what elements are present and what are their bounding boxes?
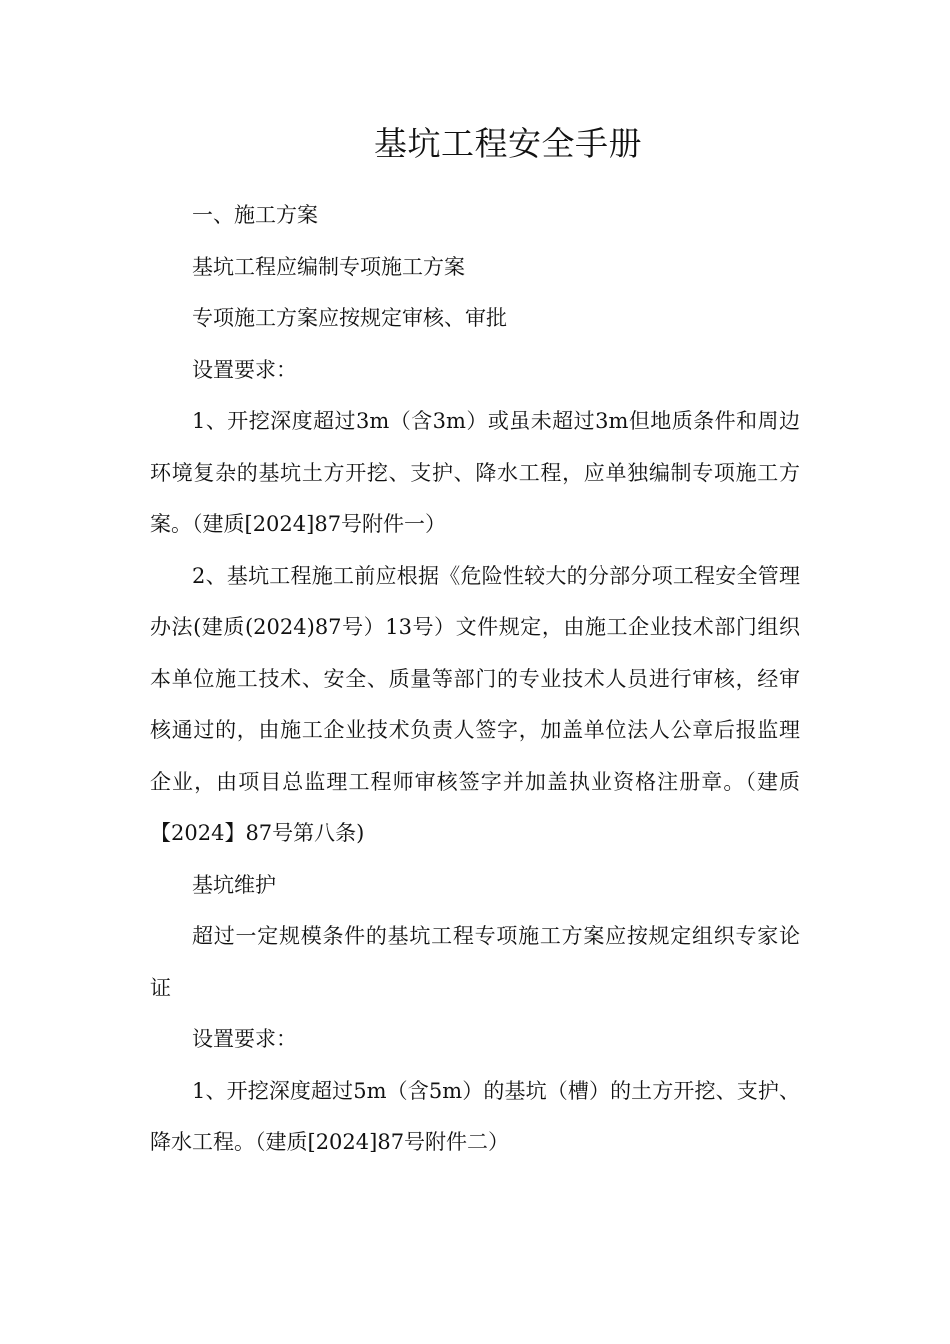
section-heading-construction-plan: 一、施工方案 [192,203,318,227]
paragraph: 超过一定规模条件的基坑工程专项施工方案应按规定组织专家论证 [150,924,800,1000]
document-title: 基坑工程安全手册 [374,124,642,163]
paragraph: 专项施工方案应按规定审核、审批 [192,306,507,330]
requirement-item-2: 2、基坑工程施工前应根据《危险性较大的分部分项工程安全管理办法(建质(2024)87号）13号）文件规定，由施工企业技术部门组织本单位施工技术、安全、质量等部门的专业技术人员进行审核，经审核通过的，由施工企业技术负责人签字，加盖单位法人公章后报监理企业，由项目总监理工程师审核签字并加盖执业资格注册章。（建质【2024】87号第八条) [150,563,800,845]
paragraph: 基坑工程应编制专项施工方案 [192,254,465,279]
requirement-item-1: 1、开挖深度超过5m（含5m）的基坑（槽）的土方开挖、支护、降水工程。（建质[2024]87号附件二） [150,1078,800,1154]
requirement-item-1: 1、开挖深度超过3m（含3m）或虽未超过3m但地质条件和周边环境复杂的基坑土方开挖、支护、降水工程，应单独编制专项施工方案。（建质[2024]87号附件一） [150,409,800,536]
section-heading-pit-support: 基坑维护 [192,872,276,897]
requirements-label: 设置要求： [192,1027,297,1051]
document-body [150,190,800,1169]
requirements-label: 设置要求： [192,357,297,382]
